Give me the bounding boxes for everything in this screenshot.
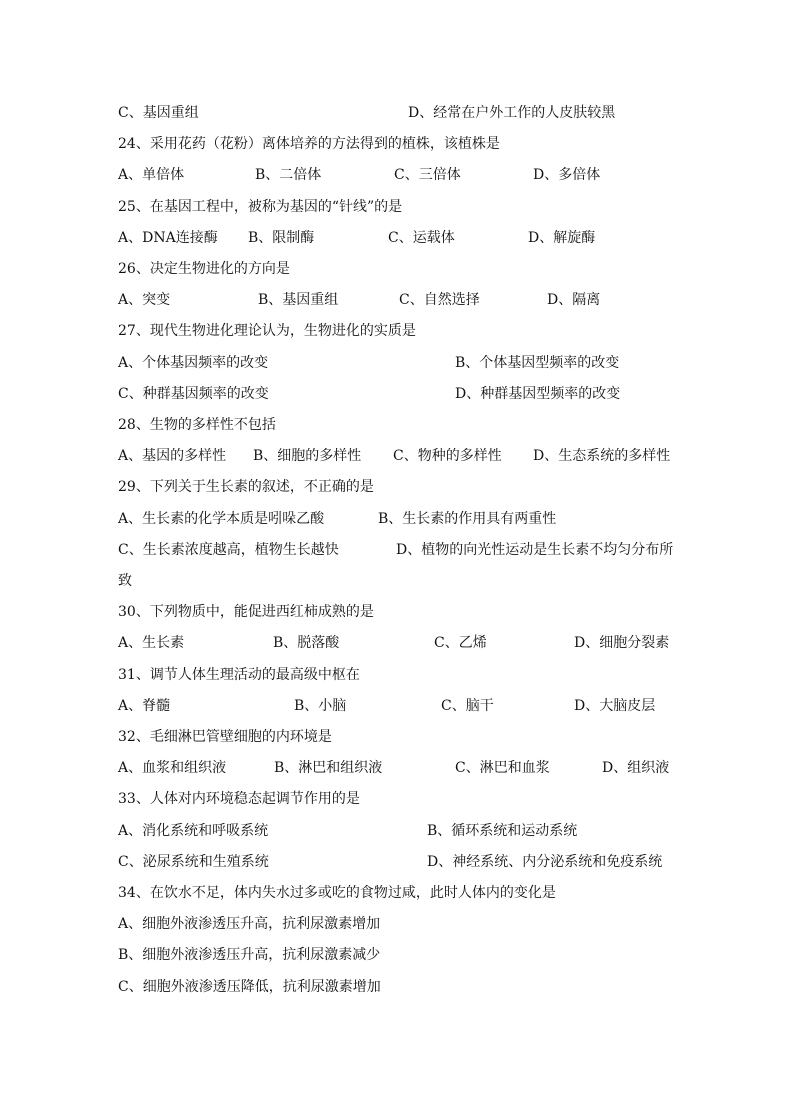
option-a: A、生长素的化学本质是吲哚乙酸 (118, 511, 325, 527)
option-d: D、神经系统、内分泌系统和免疫系统 (427, 854, 663, 870)
question-28: 28、生物的多样性不包括 (118, 417, 276, 433)
question-27: 27、现代生物进化理论认为，生物进化的实质是 (118, 323, 416, 339)
option-b: B、细胞的多样性 (253, 448, 362, 464)
question-31: 31、调节人体生理活动的最高级中枢在 (118, 667, 360, 683)
option-a: A、细胞外液渗透压升高，抗利尿激素增加 (118, 916, 381, 932)
option-d: D、种群基因型频率的改变 (455, 386, 621, 402)
option-b: B、生长素的作用具有两重性 (378, 511, 557, 527)
question-26: 26、决定生物进化的方向是 (118, 261, 290, 277)
option-d: D、隔离 (547, 292, 601, 308)
option-b: B、脱落酸 (273, 635, 340, 651)
option-a: A、基因的多样性 (118, 448, 227, 464)
option-a: A、生长素 (118, 635, 185, 651)
option-c: C、种群基因频率的改变 (118, 386, 269, 402)
question-34: 34、在饮水不足，体内失水过多或吃的食物过咸，此时人体内的变化是 (118, 885, 556, 901)
option-b: B、循环系统和运动系统 (427, 823, 578, 839)
option-b: B、二倍体 (255, 167, 322, 183)
option-c: C、生长素浓度越高，植物生长越快 (118, 542, 339, 558)
option-d: D、生态系统的多样性 (533, 448, 671, 464)
option-a: A、消化系统和呼吸系统 (118, 823, 269, 839)
option-d: D、解旋酶 (528, 230, 596, 246)
question-32: 32、毛细淋巴管壁细胞的内环境是 (118, 729, 332, 745)
question-30: 30、下列物质中，能促进西红柿成熟的是 (118, 604, 374, 620)
option-b: B、个体基因型频率的改变 (455, 355, 620, 371)
option-d: D、细胞分裂素 (574, 635, 670, 651)
option-b: B、细胞外液渗透压升高，抗利尿激素减少 (118, 947, 381, 963)
option-b: B、淋巴和组织液 (274, 760, 383, 776)
option-d: D、组织液 (602, 760, 670, 776)
option-d: D、经常在户外工作的人皮肤较黑 (408, 105, 616, 121)
option-d: D、大脑皮层 (574, 698, 656, 714)
option-c: C、泌尿系统和生殖系统 (118, 854, 269, 870)
option-d: D、多倍体 (533, 167, 601, 183)
option-continuation: 致 (118, 573, 132, 589)
option-a: A、单倍体 (118, 167, 185, 183)
option-a: A、个体基因频率的改变 (118, 355, 269, 371)
option-a: A、血浆和组织液 (118, 760, 227, 776)
option-c: C、物种的多样性 (393, 448, 502, 464)
option-c: C、基因重组 (118, 105, 199, 121)
option-c: C、自然选择 (399, 292, 480, 308)
option-c: C、脑干 (441, 698, 494, 714)
option-b: B、限制酶 (248, 230, 315, 246)
question-25: 25、在基因工程中，被称为基因的“针线”的是 (118, 199, 403, 215)
option-c: C、淋巴和血浆 (455, 760, 550, 776)
option-c: C、三倍体 (394, 167, 461, 183)
option-b: B、基因重组 (258, 292, 339, 308)
option-c: C、运载体 (388, 230, 455, 246)
option-b: B、小脑 (294, 698, 347, 714)
option-a: A、突变 (118, 292, 171, 308)
option-c: C、乙烯 (434, 635, 487, 651)
question-29: 29、下列关于生长素的叙述，不正确的是 (118, 479, 374, 495)
option-a: A、脊髓 (118, 698, 171, 714)
option-a: A、DNA连接酶 (118, 230, 218, 246)
question-33: 33、人体对内环境稳态起调节作用的是 (118, 791, 360, 807)
option-d: D、植物的向光性运动是生长素不均匀分布所 (396, 542, 674, 558)
question-24: 24、采用花药（花粉）离体培养的方法得到的植株，该植株是 (118, 136, 500, 152)
option-c: C、细胞外液渗透压降低，抗利尿激素增加 (118, 979, 381, 995)
